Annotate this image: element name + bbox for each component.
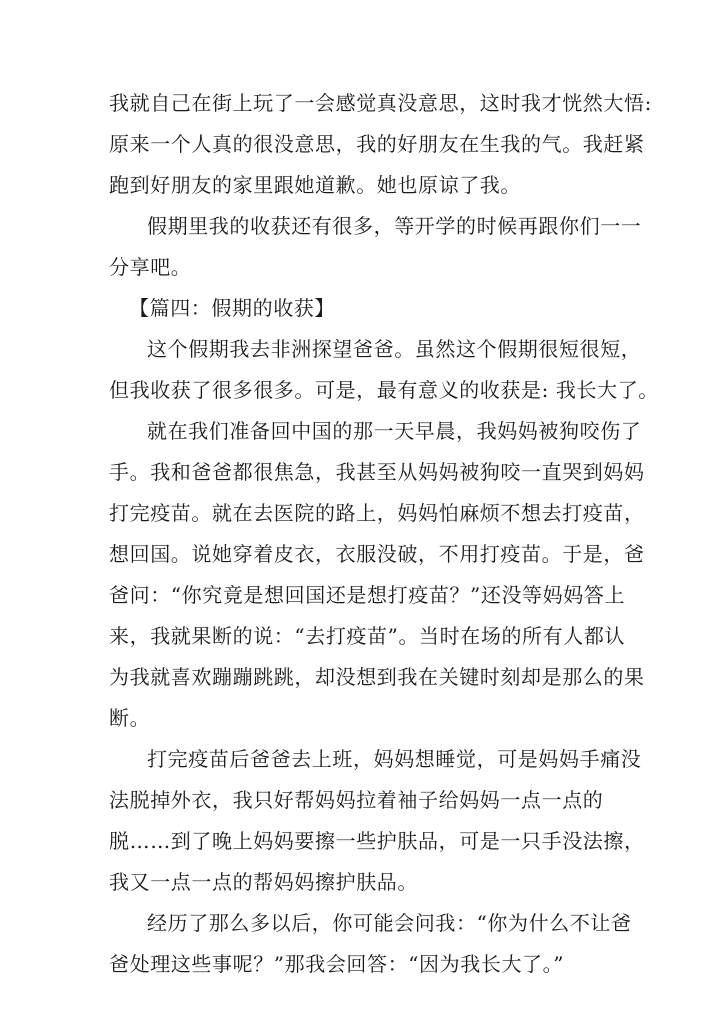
text-line: 假期里我的收获还有很多，等开学的时候再跟你们一一	[147, 214, 642, 238]
text-line: 就在我们准备回中国的那一天早晨，我妈妈被狗咬伤了	[147, 419, 642, 443]
text-line: 我就自己在街上玩了一会感觉真没意思，这时我才恍然大悟:	[109, 91, 652, 115]
text-line: 法脱掉外衣，我只好帮妈妈拉着袖子给妈妈一点一点的	[109, 788, 604, 812]
text-line: 手。我和爸爸都很焦急，我甚至从妈妈被狗咬一直哭到妈妈	[109, 460, 645, 484]
text-line: 爸问：“你究竟是想回国还是想打疫苗？”还没等妈妈答上	[109, 583, 626, 607]
text-line: 但我收获了很多很多。可是，最有意义的收获是: 我长大了。	[109, 378, 659, 402]
text-line: 脱……到了晚上妈妈要擦一些护肤品，可是一只手没法擦，	[109, 829, 645, 853]
text-line: 我又一点一点的帮妈妈擦护肤品。	[109, 870, 418, 894]
text-line: 分享吧。	[109, 255, 192, 279]
text-line: 打完疫苗。就在去医院的路上，妈妈怕麻烦不想去打疫苗，	[109, 501, 645, 525]
text-line: 原来一个人真的很没意思，我的好朋友在生我的气。我赶紧	[109, 132, 645, 156]
text-line: 爸处理这些事呢？”那我会回答：“因为我长大了。”	[109, 952, 565, 976]
text-line: 来，我就果断的说：“去打疫苗”。当时在场的所有人都认	[109, 624, 626, 648]
text-line: 这个假期我去非洲探望爸爸。虽然这个假期很短很短，	[147, 337, 642, 361]
text-line: 跑到好朋友的家里跟她道歉。她也原谅了我。	[109, 173, 521, 197]
text-line: 经历了那么多以后，你可能会问我：“你为什么不让爸	[147, 911, 632, 935]
section-heading: 【篇四：假期的收获】	[129, 296, 335, 320]
text-line: 为我就喜欢蹦蹦跳跳，却没想到我在关键时刻却是那么的果	[109, 665, 645, 689]
text-line: 打完疫苗后爸爸去上班，妈妈想睡觉，可是妈妈手痛没	[147, 747, 642, 771]
text-line: 断。	[109, 706, 151, 730]
text-line: 想回国。说她穿着皮衣，衣服没破，不用打疫苗。于是，爸	[109, 542, 645, 566]
